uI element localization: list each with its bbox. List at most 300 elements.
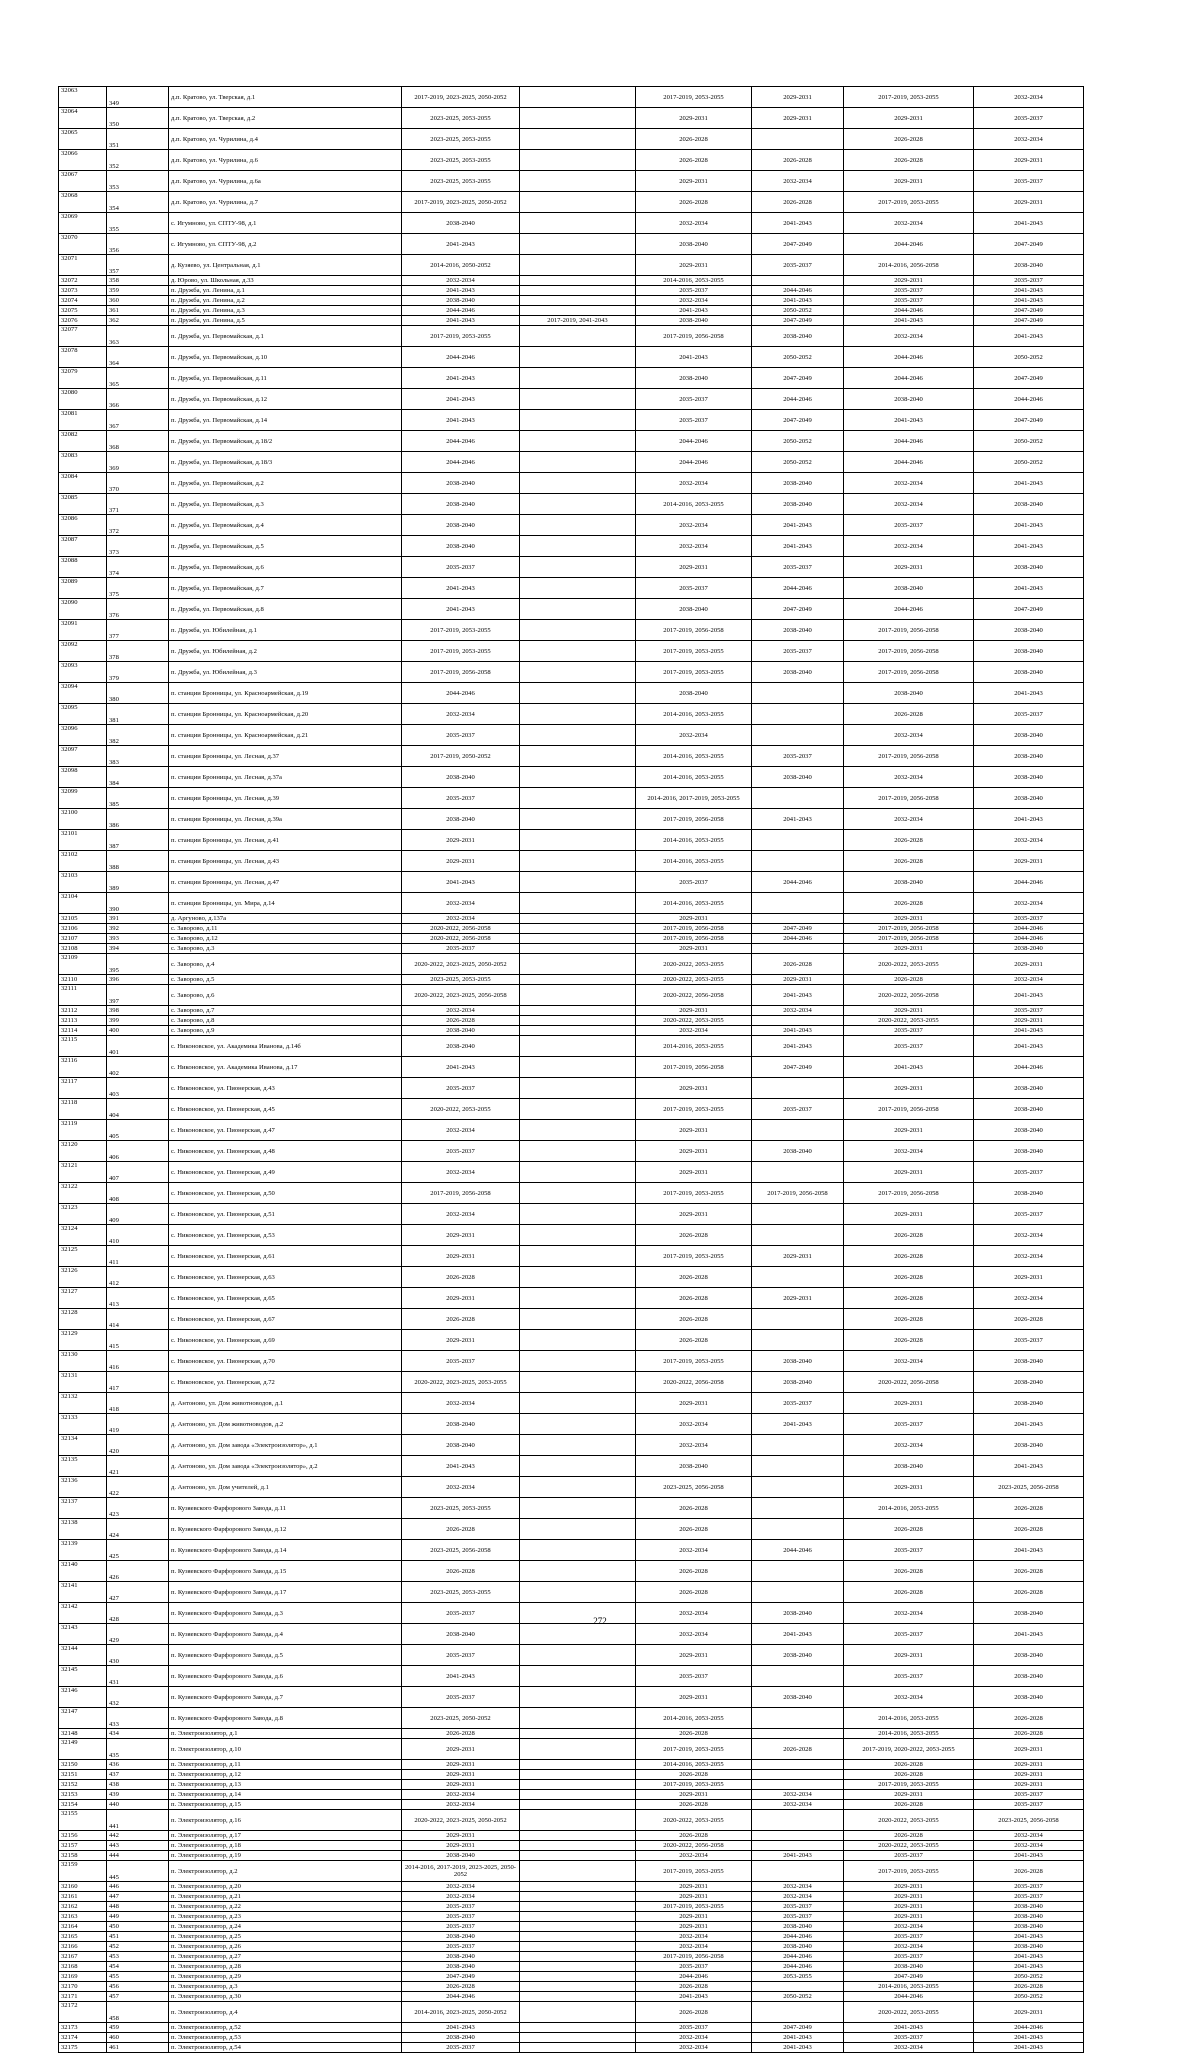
item-number-cell: 447 — [107, 1892, 169, 1902]
period-cell-1: 2038-2040 — [402, 1952, 520, 1962]
address-cell: с. Никоновское, ул. Пионерская, д.49 — [169, 1162, 402, 1183]
period-cell-6: 2041-2043 — [974, 536, 1084, 557]
period-cell-3: 2014-2016, 2053-2055 — [636, 1708, 752, 1729]
period-cell-5: 2032-2034 — [844, 1922, 974, 1932]
row-id-cell: 32170 — [59, 1982, 107, 1992]
period-cell-2 — [520, 1624, 636, 1645]
item-number-cell: 365 — [107, 368, 169, 389]
period-cell-4: 2038-2040 — [752, 1645, 844, 1666]
period-cell-4: 2047-2049 — [752, 599, 844, 620]
period-cell-4: 2035-2037 — [752, 641, 844, 662]
period-cell-3: 2032-2034 — [636, 1435, 752, 1456]
table-row — [59, 954, 1084, 975]
period-cell-4: 2041-2043 — [752, 809, 844, 830]
item-number-cell: 435 — [107, 1739, 169, 1760]
period-cell-2 — [520, 1204, 636, 1225]
period-cell-2 — [520, 87, 636, 108]
period-cell-4: 2035-2037 — [752, 255, 844, 276]
address-cell: п. Электроизолятор, д.13 — [169, 1780, 402, 1790]
period-cell-6: 2038-2040 — [974, 1645, 1084, 1666]
period-cell-5: 2017-2019, 2053-2055 — [844, 1780, 974, 1790]
table-row — [59, 1204, 1084, 1225]
period-cell-5: 2029-2031 — [844, 1892, 974, 1902]
period-cell-1: 2023-2025, 2053-2055 — [402, 108, 520, 129]
table-row — [59, 1942, 1084, 1952]
period-cell-4: 2050-2052 — [752, 452, 844, 473]
period-cell-6: 2041-2043 — [974, 1026, 1084, 1036]
table-row — [59, 2023, 1084, 2033]
period-cell-6: 2038-2040 — [974, 1078, 1084, 1099]
table-row — [59, 192, 1084, 213]
period-cell-5: 2032-2034 — [844, 809, 974, 830]
row-id-cell: 32134 — [59, 1435, 107, 1456]
table-row — [59, 1666, 1084, 1687]
period-cell-1: 2035-2037 — [402, 1645, 520, 1666]
period-cell-4 — [752, 1760, 844, 1770]
period-cell-2 — [520, 1790, 636, 1800]
period-cell-5: 2026-2028 — [844, 1225, 974, 1246]
period-cell-6: 2038-2040 — [974, 767, 1084, 788]
table-row — [59, 1851, 1084, 1861]
period-cell-1: 2038-2040 — [402, 473, 520, 494]
row-id-cell: 32093 — [59, 662, 107, 683]
item-number-cell: 391 — [107, 914, 169, 924]
row-id-cell: 32121 — [59, 1162, 107, 1183]
period-cell-2 — [520, 1540, 636, 1561]
row-id-cell: 32118 — [59, 1099, 107, 1120]
period-cell-1: 2035-2037 — [402, 557, 520, 578]
period-cell-2 — [520, 494, 636, 515]
period-cell-6: 2035-2037 — [974, 1790, 1084, 1800]
period-cell-4: 2047-2049 — [752, 316, 844, 326]
table-row — [59, 924, 1084, 934]
period-cell-1: 2038-2040 — [402, 2033, 520, 2043]
period-cell-4: 2038-2040 — [752, 473, 844, 494]
period-cell-5: 2029-2031 — [844, 1204, 974, 1225]
period-cell-4 — [752, 683, 844, 704]
row-id-cell: 32072 — [59, 276, 107, 286]
period-cell-3: 2029-2031 — [636, 1120, 752, 1141]
period-cell-1: 2041-2043 — [402, 410, 520, 431]
period-cell-2 — [520, 1810, 636, 1831]
address-cell: п. Электроизолятор, д.12 — [169, 1770, 402, 1780]
period-cell-2 — [520, 641, 636, 662]
period-cell-5: 2017-2019, 2056-2058 — [844, 641, 974, 662]
period-cell-5: 2029-2031 — [844, 1790, 974, 1800]
period-cell-3: 2017-2019, 2053-2055 — [636, 1780, 752, 1790]
period-cell-1: 2044-2046 — [402, 306, 520, 316]
period-cell-4 — [752, 788, 844, 809]
item-number-cell: 445 — [107, 1861, 169, 1882]
row-id-cell: 32161 — [59, 1892, 107, 1902]
period-cell-1: 2041-2043 — [402, 316, 520, 326]
period-cell-5: 2041-2043 — [844, 410, 974, 431]
period-cell-4: 2038-2040 — [752, 1687, 844, 1708]
row-id-cell: 32099 — [59, 788, 107, 809]
period-cell-6: 2038-2040 — [974, 1372, 1084, 1393]
item-number-cell: 405 — [107, 1120, 169, 1141]
period-cell-6: 2032-2034 — [974, 129, 1084, 150]
row-id-cell: 32108 — [59, 944, 107, 954]
table-row — [59, 1882, 1084, 1892]
period-cell-3: 2029-2031 — [636, 108, 752, 129]
period-cell-3: 2014-2016, 2053-2055 — [636, 276, 752, 286]
period-cell-2 — [520, 389, 636, 410]
period-cell-1: 2044-2046 — [402, 431, 520, 452]
period-cell-6: 2038-2040 — [974, 1183, 1084, 1204]
period-cell-6: 2041-2043 — [974, 2033, 1084, 2043]
period-cell-3: 2035-2037 — [636, 872, 752, 893]
table-row — [59, 276, 1084, 286]
item-number-cell: 425 — [107, 1540, 169, 1561]
item-number-cell: 378 — [107, 641, 169, 662]
item-number-cell: 440 — [107, 1800, 169, 1810]
table-row — [59, 286, 1084, 296]
period-cell-5: 2032-2034 — [844, 2043, 974, 2053]
period-cell-3: 2032-2034 — [636, 1414, 752, 1435]
period-cell-3: 2029-2031 — [636, 557, 752, 578]
row-id-cell: 32120 — [59, 1141, 107, 1162]
row-id-cell: 32156 — [59, 1831, 107, 1841]
period-cell-4: 2050-2052 — [752, 431, 844, 452]
item-number-cell: 433 — [107, 1708, 169, 1729]
period-cell-5: 2032-2034 — [844, 326, 974, 347]
period-cell-2 — [520, 851, 636, 872]
period-cell-4: 2035-2037 — [752, 1393, 844, 1414]
item-number-cell: 352 — [107, 150, 169, 171]
period-cell-5: 2035-2037 — [844, 1666, 974, 1687]
table-row — [59, 515, 1084, 536]
address-cell: с. Никоновское, ул. Пионерская, д.43 — [169, 1078, 402, 1099]
period-cell-4 — [752, 1498, 844, 1519]
address-cell: п. Дружба, ул. Первомайская, д.7 — [169, 578, 402, 599]
table-row — [59, 2002, 1084, 2023]
period-cell-2 — [520, 171, 636, 192]
row-id-cell: 32166 — [59, 1942, 107, 1952]
period-cell-2 — [520, 1831, 636, 1841]
item-number-cell: 353 — [107, 171, 169, 192]
period-cell-2 — [520, 924, 636, 934]
table-row — [59, 1770, 1084, 1780]
period-cell-1: 2026-2028 — [402, 1982, 520, 1992]
row-id-cell: 32115 — [59, 1036, 107, 1057]
period-cell-5: 2044-2046 — [844, 347, 974, 368]
period-cell-1: 2035-2037 — [402, 1687, 520, 1708]
period-cell-1: 2032-2034 — [402, 1882, 520, 1892]
address-cell: с. Никоновское, ул. Академика Иванова, д.17 — [169, 1057, 402, 1078]
period-cell-1: 2029-2031 — [402, 830, 520, 851]
period-cell-5: 2029-2031 — [844, 914, 974, 924]
item-number-cell: 406 — [107, 1141, 169, 1162]
table-row — [59, 1372, 1084, 1393]
period-cell-4: 2038-2040 — [752, 1603, 844, 1624]
address-cell: п. станции Бронницы, ул. Красноармейская, д.20 — [169, 704, 402, 725]
period-cell-2 — [520, 1932, 636, 1942]
period-cell-2 — [520, 1780, 636, 1790]
period-cell-1: 2035-2037 — [402, 788, 520, 809]
period-cell-6: 2050-2052 — [974, 347, 1084, 368]
period-cell-4: 2038-2040 — [752, 767, 844, 788]
period-cell-4: 2038-2040 — [752, 1922, 844, 1932]
table-row — [59, 473, 1084, 494]
period-cell-4 — [752, 830, 844, 851]
period-cell-1: 2038-2040 — [402, 767, 520, 788]
address-cell: п. Электроизолятор, д.22 — [169, 1902, 402, 1912]
table-row — [59, 1780, 1084, 1790]
period-cell-4 — [752, 1078, 844, 1099]
address-cell: п. Дружба, ул. Первомайская, д.10 — [169, 347, 402, 368]
period-cell-1: 2047-2049 — [402, 1972, 520, 1982]
row-id-cell: 32133 — [59, 1414, 107, 1435]
row-id-cell: 32159 — [59, 1861, 107, 1882]
row-id-cell: 32073 — [59, 286, 107, 296]
period-cell-3: 2038-2040 — [636, 599, 752, 620]
period-cell-1: 2020-2022, 2053-2055 — [402, 1099, 520, 1120]
period-cell-3: 2029-2031 — [636, 1922, 752, 1932]
period-cell-5: 2014-2016, 2053-2055 — [844, 1982, 974, 1992]
table-row — [59, 1739, 1084, 1760]
table-row — [59, 410, 1084, 431]
period-cell-6: 2038-2040 — [974, 494, 1084, 515]
row-id-cell: 32158 — [59, 1851, 107, 1861]
table-row — [59, 452, 1084, 473]
period-cell-5: 2017-2019, 2056-2058 — [844, 620, 974, 641]
period-cell-4: 2041-2043 — [752, 1414, 844, 1435]
period-cell-5: 2020-2022, 2053-2055 — [844, 1841, 974, 1851]
row-id-cell: 32160 — [59, 1882, 107, 1892]
period-cell-3: 2029-2031 — [636, 1687, 752, 1708]
period-cell-4: 2038-2040 — [752, 620, 844, 641]
item-number-cell: 408 — [107, 1183, 169, 1204]
table-row — [59, 316, 1084, 326]
period-cell-6: 2029-2031 — [974, 1016, 1084, 1026]
period-cell-5: 2017-2019, 2056-2058 — [844, 662, 974, 683]
row-id-cell: 32130 — [59, 1351, 107, 1372]
table-row — [59, 1729, 1084, 1739]
period-cell-3: 2026-2028 — [636, 1770, 752, 1780]
table-row — [59, 1962, 1084, 1972]
address-cell: с. Никоновское, ул. Пионерская, д.65 — [169, 1288, 402, 1309]
period-cell-2 — [520, 1120, 636, 1141]
period-cell-5: 2026-2028 — [844, 975, 974, 985]
period-cell-3: 2026-2028 — [636, 1582, 752, 1603]
table-row — [59, 1288, 1084, 1309]
row-id-cell: 32096 — [59, 725, 107, 746]
item-number-cell: 372 — [107, 515, 169, 536]
period-cell-5: 2035-2037 — [844, 1414, 974, 1435]
table-row — [59, 1561, 1084, 1582]
period-cell-4: 2050-2052 — [752, 347, 844, 368]
period-cell-2 — [520, 2023, 636, 2033]
row-id-cell: 32175 — [59, 2043, 107, 2053]
address-cell: п. Электроизолятор, д.20 — [169, 1882, 402, 1892]
address-cell: п. Электроизолятор, д.54 — [169, 2043, 402, 2053]
row-id-cell: 32127 — [59, 1288, 107, 1309]
period-cell-4: 2047-2049 — [752, 410, 844, 431]
item-number-cell: 349 — [107, 87, 169, 108]
item-number-cell: 437 — [107, 1770, 169, 1780]
period-cell-6: 2041-2043 — [974, 1962, 1084, 1972]
period-cell-4 — [752, 1561, 844, 1582]
period-cell-1: 2020-2022, 2056-2058 — [402, 924, 520, 934]
address-cell: с. Заворово, д.4 — [169, 954, 402, 975]
period-cell-2: 2017-2019, 2041-2043 — [520, 316, 636, 326]
period-cell-1: 2032-2034 — [402, 914, 520, 924]
address-cell: п. Электроизолятор, д.52 — [169, 2023, 402, 2033]
period-cell-1: 2035-2037 — [402, 1078, 520, 1099]
period-cell-3: 2026-2028 — [636, 2002, 752, 2023]
period-cell-4: 2050-2052 — [752, 1992, 844, 2002]
period-cell-3: 2026-2028 — [636, 1561, 752, 1582]
address-cell: с. Заворово, д.5 — [169, 975, 402, 985]
row-id-cell: 32114 — [59, 1026, 107, 1036]
period-cell-1: 2032-2034 — [402, 1162, 520, 1183]
address-cell: п. Дружба, ул. Ленина, д.3 — [169, 306, 402, 316]
period-cell-6: 2029-2031 — [974, 150, 1084, 171]
period-cell-3: 2017-2019, 2056-2058 — [636, 326, 752, 347]
row-id-cell: 32111 — [59, 985, 107, 1006]
period-cell-6: 2047-2049 — [974, 316, 1084, 326]
table-row — [59, 1992, 1084, 2002]
period-cell-3: 2032-2034 — [636, 1624, 752, 1645]
period-cell-5: 2026-2028 — [844, 1288, 974, 1309]
address-cell: п. Электроизолятор, д.19 — [169, 1851, 402, 1861]
period-cell-1: 2029-2031 — [402, 1288, 520, 1309]
address-cell: п. Кузяевского Фарфорового Завода, д.7 — [169, 1687, 402, 1708]
period-cell-2 — [520, 1026, 636, 1036]
table-row — [59, 389, 1084, 410]
period-cell-4: 2047-2049 — [752, 234, 844, 255]
address-cell: п. станции Бронницы, ул. Лесная, д.39 — [169, 788, 402, 809]
address-cell: п. Дружба, ул. Юбилейная, д.3 — [169, 662, 402, 683]
address-cell: п. Дружба, ул. Первомайская, д.18/2 — [169, 431, 402, 452]
period-cell-3: 2026-2028 — [636, 1267, 752, 1288]
period-cell-6: 2029-2031 — [974, 851, 1084, 872]
period-cell-4 — [752, 914, 844, 924]
table-row — [59, 1972, 1084, 1982]
period-cell-1: 2041-2043 — [402, 1666, 520, 1687]
address-cell: п. станции Бронницы, ул. Лесная, д.39а — [169, 809, 402, 830]
period-cell-1: 2032-2034 — [402, 1790, 520, 1800]
item-number-cell: 409 — [107, 1204, 169, 1225]
item-number-cell: 434 — [107, 1729, 169, 1739]
row-id-cell: 32140 — [59, 1561, 107, 1582]
period-cell-3: 2044-2046 — [636, 452, 752, 473]
period-cell-4: 2041-2043 — [752, 213, 844, 234]
period-cell-2 — [520, 1330, 636, 1351]
item-number-cell: 403 — [107, 1078, 169, 1099]
period-cell-4 — [752, 893, 844, 914]
period-cell-4 — [752, 1477, 844, 1498]
row-id-cell: 32094 — [59, 683, 107, 704]
row-id-cell: 32088 — [59, 557, 107, 578]
period-cell-6: 2044-2046 — [974, 389, 1084, 410]
item-number-cell: 402 — [107, 1057, 169, 1078]
period-cell-5: 2038-2040 — [844, 872, 974, 893]
period-cell-2 — [520, 893, 636, 914]
period-cell-5: 2026-2028 — [844, 1519, 974, 1540]
period-cell-3: 2029-2031 — [636, 1882, 752, 1892]
item-number-cell: 357 — [107, 255, 169, 276]
address-cell: п. Электроизолятор, д.4 — [169, 2002, 402, 2023]
row-id-cell: 32066 — [59, 150, 107, 171]
item-number-cell: 426 — [107, 1561, 169, 1582]
table-row — [59, 1456, 1084, 1477]
period-cell-6: 2032-2034 — [974, 830, 1084, 851]
item-number-cell: 355 — [107, 213, 169, 234]
period-cell-6: 2041-2043 — [974, 515, 1084, 536]
period-cell-2 — [520, 1962, 636, 1972]
period-cell-3: 2017-2019, 2053-2055 — [636, 1739, 752, 1760]
period-cell-2 — [520, 1861, 636, 1882]
address-cell: с. Заворово, д.12 — [169, 934, 402, 944]
period-cell-3: 2032-2034 — [636, 473, 752, 494]
period-cell-5: 2038-2040 — [844, 1962, 974, 1972]
period-cell-1: 2032-2034 — [402, 893, 520, 914]
period-cell-6: 2041-2043 — [974, 213, 1084, 234]
table-row — [59, 893, 1084, 914]
period-cell-3: 2035-2037 — [636, 410, 752, 431]
table-row — [59, 213, 1084, 234]
row-id-cell: 32086 — [59, 515, 107, 536]
row-id-cell: 32122 — [59, 1183, 107, 1204]
row-id-cell: 32092 — [59, 641, 107, 662]
item-number-cell: 386 — [107, 809, 169, 830]
period-cell-1: 2023-2025, 2050-2052 — [402, 1708, 520, 1729]
item-number-cell: 418 — [107, 1393, 169, 1414]
period-cell-5: 2026-2028 — [844, 1330, 974, 1351]
period-cell-3: 2038-2040 — [636, 683, 752, 704]
period-cell-2 — [520, 1922, 636, 1932]
period-cell-6: 2038-2040 — [974, 1393, 1084, 1414]
table-row — [59, 347, 1084, 368]
period-cell-3: 2026-2028 — [636, 1519, 752, 1540]
row-id-cell: 32151 — [59, 1770, 107, 1780]
address-cell: п. станции Бронницы, ул. Лесная, д.37а — [169, 767, 402, 788]
period-cell-1: 2026-2028 — [402, 1561, 520, 1582]
row-id-cell: 32135 — [59, 1456, 107, 1477]
period-cell-2 — [520, 1414, 636, 1435]
address-cell: п. Кузяевского Фарфорового Завода, д.14 — [169, 1540, 402, 1561]
period-cell-3: 2026-2028 — [636, 1831, 752, 1841]
period-cell-2 — [520, 1687, 636, 1708]
period-cell-5: 2044-2046 — [844, 431, 974, 452]
item-number-cell: 427 — [107, 1582, 169, 1603]
period-cell-3: 2032-2034 — [636, 1026, 752, 1036]
period-cell-2 — [520, 255, 636, 276]
period-cell-2 — [520, 1036, 636, 1057]
row-id-cell: 32069 — [59, 213, 107, 234]
row-id-cell: 32085 — [59, 494, 107, 515]
row-id-cell: 32067 — [59, 171, 107, 192]
period-cell-1: 2029-2031 — [402, 1841, 520, 1851]
address-cell: п. Дружба, ул. Первомайская, д.3 — [169, 494, 402, 515]
period-cell-1: 2014-2016, 2017-2019, 2023-2025, 2050-2052 — [402, 1861, 520, 1882]
period-cell-6: 2035-2037 — [974, 704, 1084, 725]
period-cell-1: 2026-2028 — [402, 1729, 520, 1739]
row-id-cell: 32113 — [59, 1016, 107, 1026]
item-number-cell: 384 — [107, 767, 169, 788]
period-cell-2 — [520, 975, 636, 985]
period-cell-6: 2041-2043 — [974, 578, 1084, 599]
table-row — [59, 1952, 1084, 1962]
period-cell-6: 2041-2043 — [974, 1036, 1084, 1057]
row-id-cell: 32172 — [59, 2002, 107, 2023]
table-row — [59, 767, 1084, 788]
period-cell-5: 2035-2037 — [844, 1540, 974, 1561]
address-cell: п. Электроизолятор, д.26 — [169, 1942, 402, 1952]
period-cell-5: 2044-2046 — [844, 1992, 974, 2002]
